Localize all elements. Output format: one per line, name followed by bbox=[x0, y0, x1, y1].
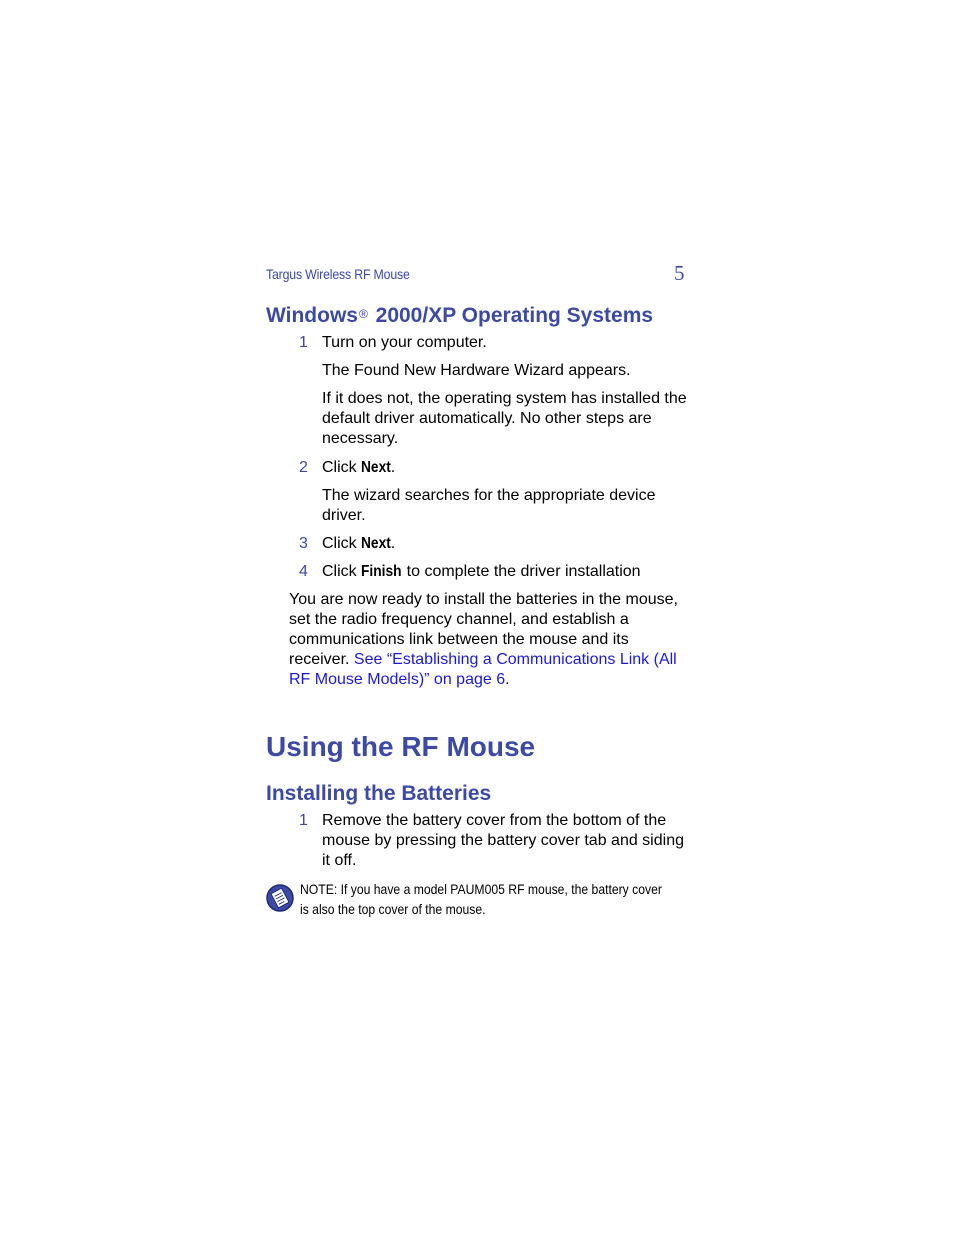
command-next: Next bbox=[361, 459, 391, 476]
step-text bbox=[322, 562, 702, 582]
step-text-suffix: . bbox=[390, 535, 396, 552]
step-text bbox=[322, 458, 692, 478]
step-number: 4 bbox=[299, 563, 308, 580]
section-heading-batteries: Installing the Batteries bbox=[266, 782, 492, 805]
heading-windows-prefix: Windows bbox=[266, 304, 358, 327]
step-text: Remove the battery cover from the bottom of the mouse by pressing the battery cover tab and siding it off. bbox=[322, 812, 684, 869]
closing-text: You are now ready to install the batteries in the mouse, set the radio frequency channel, and establish a communications link between the mouse and its receiver. bbox=[289, 591, 678, 668]
closing-paragraph bbox=[289, 590, 689, 690]
step-number: 1 bbox=[299, 334, 308, 351]
note-text: NOTE: If you have a model PAUM005 RF mouse, the battery cover is also the top cover of the mouse. bbox=[300, 881, 662, 917]
heading-windows-suffix: 2000/XP Operating Systems bbox=[369, 304, 654, 327]
step-number: 2 bbox=[299, 459, 308, 476]
chapter-heading: Using the RF Mouse bbox=[266, 731, 536, 762]
command-finish: Finish bbox=[361, 563, 402, 580]
step-subtext: If it does not, the operating system has installed the default driver automatically. No other steps are necessary. bbox=[322, 390, 687, 447]
step-subtext: The wizard searches for the appropriate device driver. bbox=[322, 487, 656, 524]
step-text-prefix: Click bbox=[322, 459, 362, 476]
running-header-title: Targus Wireless RF Mouse bbox=[266, 266, 410, 282]
command-next: Next bbox=[361, 535, 391, 552]
page-number: 5 bbox=[674, 261, 685, 285]
cross-reference-link[interactable]: See “Establishing a Communications Link (All RF Mouse Models)” on page 6 bbox=[289, 651, 677, 688]
step-text-suffix: . bbox=[390, 459, 396, 476]
step-text bbox=[322, 534, 692, 554]
section-heading-windows bbox=[266, 304, 653, 328]
note-pad-icon bbox=[266, 884, 294, 912]
step-text: Turn on your computer. bbox=[322, 334, 487, 351]
registered-mark: ® bbox=[358, 307, 368, 321]
closing-period: . bbox=[505, 671, 510, 688]
step-number: 3 bbox=[299, 535, 308, 552]
step-text-prefix: Click bbox=[322, 535, 362, 552]
step-number: 1 bbox=[299, 812, 308, 829]
step-text-prefix: Click bbox=[322, 563, 362, 580]
step-text-suffix: to complete the driver installation bbox=[402, 563, 641, 580]
step-subtext: The Found New Hardware Wizard appears. bbox=[322, 362, 631, 379]
